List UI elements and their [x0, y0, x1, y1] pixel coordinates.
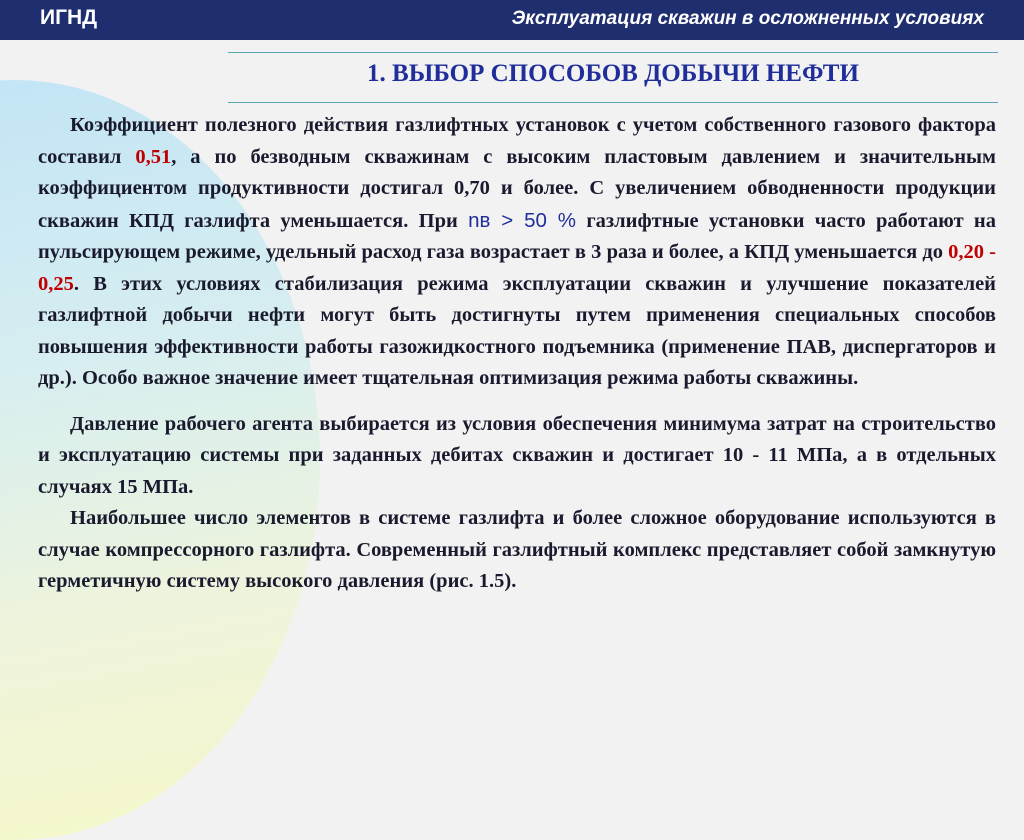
p1-text-1: Коэффициент полезного действия газлифтных установок с учетом собственного газового фактора составил [38, 114, 996, 168]
paragraph-compressor: Наибольшее число элементов в системе газлифта и более сложное оборудование используются в случае компрессорного газлифта. Современный газлифтный комплекс представляет собой замкнутую герметичную систему высокого давления (рис. 1.5). [38, 507, 996, 592]
org-label: ИГНД [40, 6, 98, 29]
title-rule-top [228, 52, 998, 53]
paragraph-pressure: Давление рабочего агента выбирается из условия обеспечения минимума затрат на строительство и эксплуатацию системы при заданных дебитах скважин и достигает 10 - 11 МПа, а в отдельных случаях 15 МПа. [38, 412, 996, 498]
header-bar [0, 0, 1024, 40]
p1-text-2: , а по безводным скважинам с высоким пластовым давлением и значительным коэффициентом продуктивности достигал 0,70 и более. С увеличением обводненности продукции скважин КПД газлифта уменьшается. При [38, 145, 996, 232]
slide-title: 1. ВЫБОР СПОСОБОВ ДОБЫЧИ НЕФТИ [367, 60, 859, 87]
water-cut-condition: > 50 % [490, 208, 577, 232]
p1-text-3: газлифтные установки часто работают на пульсирующем режиме, удельный расход газа возрастает в 3 раза и более, а КПД уменьшается до [38, 209, 996, 263]
title-rule-bottom [228, 102, 998, 103]
efficiency-range-value: 0,20 - 0,25 [38, 241, 996, 295]
efficiency-value: 0,51 [135, 145, 172, 168]
p1-text-4: . В этих условиях стабилизация режима эксплуатации скважин и улучшение показателей газлифтной добычи нефти могут быть достигнуты путем применения специальных способов повышения эффективности работы газожидкостного подъемника (применение ПАВ, диспергаторов и др.). Особо важное значение имеет тщательная оптимизация режима работы скважины. [38, 272, 996, 389]
slide-body [38, 110, 996, 598]
course-title: Эксплуатация скважин в осложненных условиях [511, 8, 984, 29]
paragraph-efficiency [38, 110, 996, 395]
water-cut-symbol: nв [468, 208, 491, 232]
